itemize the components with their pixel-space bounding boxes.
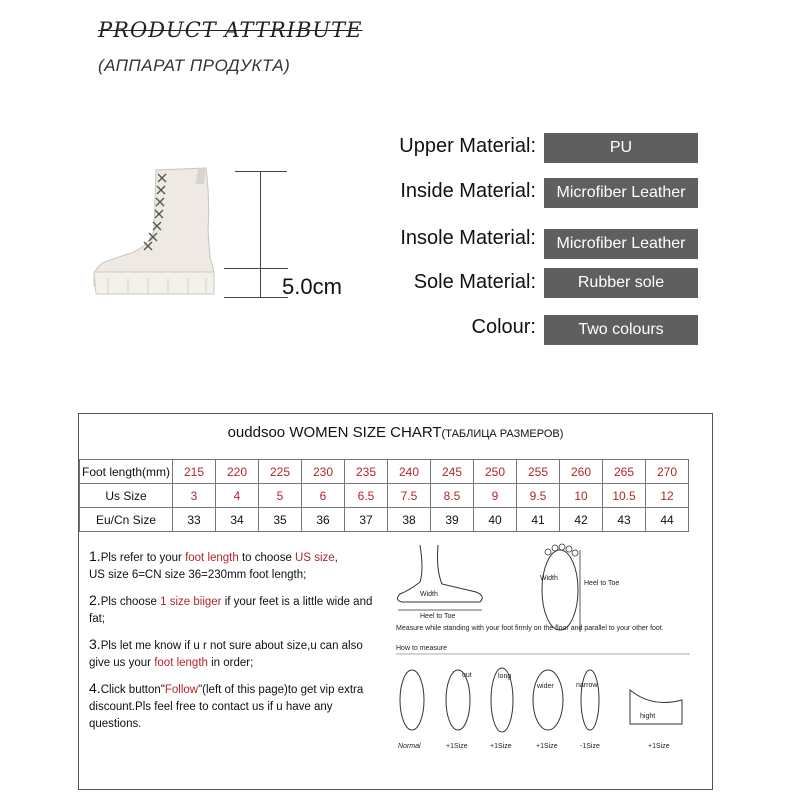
section-title: PRODUCT ATTRIBUTE [98, 18, 363, 42]
attr-value-sole: Rubber sole [544, 268, 698, 298]
measure-instruction: Measure while standing with your foot firmly on the floor and parallel to your other foot. [396, 625, 664, 632]
measure-mid-line [224, 268, 288, 269]
wider-label: wider [537, 683, 554, 690]
table-cell: 225 [259, 460, 302, 484]
table-row [80, 460, 689, 484]
how-to-measure-label: How to measure [396, 645, 447, 652]
table-cell: 7.5 [388, 484, 431, 508]
table-row [80, 508, 689, 532]
table-cell: 240 [388, 460, 431, 484]
table-cell: 41 [517, 508, 560, 532]
heel-height-label: 5.0cm [282, 274, 342, 299]
attr-label-insole: Insole Material: [400, 227, 536, 249]
table-cell: 33 [173, 508, 216, 532]
table-cell: 39 [431, 508, 474, 532]
measure-top-line [235, 171, 287, 172]
table-cell: 44 [646, 508, 689, 532]
foot-measure-diagram [390, 540, 695, 755]
width-label-top: Width [540, 575, 558, 582]
attr-label-inside: Inside Material: [400, 180, 536, 202]
size-chart-title-en: ouddsoo WOMEN SIZE CHART [227, 424, 442, 441]
attr-label-sole: Sole Material: [413, 271, 536, 293]
table-cell: 6 [302, 484, 345, 508]
size-label-5: +1Size [648, 743, 670, 750]
table-cell: 270 [646, 460, 689, 484]
table-cell: 37 [345, 508, 388, 532]
table-cell: 245 [431, 460, 474, 484]
size-label-1: +1Size [446, 743, 468, 750]
size-chart-title-ru: (ТАБЛИЦА РАЗМЕРОВ) [441, 428, 564, 440]
table-cell: 9 [474, 484, 517, 508]
measure-vertical-line [260, 171, 261, 298]
table-cell: 40 [474, 508, 517, 532]
table-cell: 260 [560, 460, 603, 484]
width-label: Width [420, 591, 438, 598]
table-cell: 38 [388, 508, 431, 532]
table-cell: 35 [259, 508, 302, 532]
table-cell: 220 [216, 460, 259, 484]
table-cell: 235 [345, 460, 388, 484]
note-3: 3.Pls let me know if u r not sure about size,u can also give us your foot length in order; [89, 636, 363, 669]
size-label-3: +1Size [536, 743, 558, 750]
row-header-foot-length: Foot length(mm) [80, 460, 173, 484]
table-cell: 43 [603, 508, 646, 532]
section-subtitle: (АППАРАТ ПРОДУКТА) [98, 56, 291, 75]
size-label-4: -1Size [580, 743, 600, 750]
size-label-2: +1Size [490, 743, 512, 750]
table-cell: 215 [173, 460, 216, 484]
attr-value-colour: Two colours [544, 315, 698, 345]
note-2: 2.Pls choose 1 size biiger if your feet is a little wide and fat; [89, 592, 373, 625]
table-cell: 255 [517, 460, 560, 484]
out-label: out [462, 672, 472, 679]
table-cell: 265 [603, 460, 646, 484]
table-cell: 250 [474, 460, 517, 484]
table-cell: 9.5 [517, 484, 560, 508]
table-cell: 6.5 [345, 484, 388, 508]
attr-value-inside: Microfiber Leather [544, 178, 698, 208]
attr-label-colour: Colour: [471, 316, 536, 338]
table-cell: 36 [302, 508, 345, 532]
table-cell: 4 [216, 484, 259, 508]
size-notes [89, 548, 379, 741]
table-cell: 8.5 [431, 484, 474, 508]
attr-label-upper: Upper Material: [399, 135, 536, 157]
attr-value-insole: Microfiber Leather [544, 229, 698, 259]
measure-bottom-line [224, 297, 288, 298]
hight-label: hight [640, 713, 656, 720]
narrow-label: narrow [576, 682, 598, 689]
heel-to-toe-label-top: Heel to Toe [584, 580, 620, 587]
table-cell: 12 [646, 484, 689, 508]
normal-label: Normal [398, 743, 421, 750]
note-4: 4.Click button"Follow"(left of this page)to get vip extra discount.Pls feel free to contact us if u have any questions. [89, 680, 364, 730]
table-cell: 10.5 [603, 484, 646, 508]
note-1: 1.Pls refer to your foot length to choose US size, US size 6=CN size 36=230mm foot length; [89, 548, 338, 581]
boot-image [88, 160, 228, 300]
long-label: long [498, 673, 512, 680]
table-cell: 34 [216, 508, 259, 532]
size-chart-title [78, 424, 713, 441]
table-cell: 10 [560, 484, 603, 508]
table-cell: 230 [302, 460, 345, 484]
size-table [79, 459, 689, 532]
table-cell: 5 [259, 484, 302, 508]
table-cell: 42 [560, 508, 603, 532]
attr-value-upper: PU [544, 133, 698, 163]
heel-to-toe-label: Heel to Toe [420, 613, 456, 620]
table-cell: 3 [173, 484, 216, 508]
row-header-eu-size: Eu/Cn Size [80, 508, 173, 532]
table-row [80, 484, 689, 508]
row-header-us-size: Us Size [80, 484, 173, 508]
